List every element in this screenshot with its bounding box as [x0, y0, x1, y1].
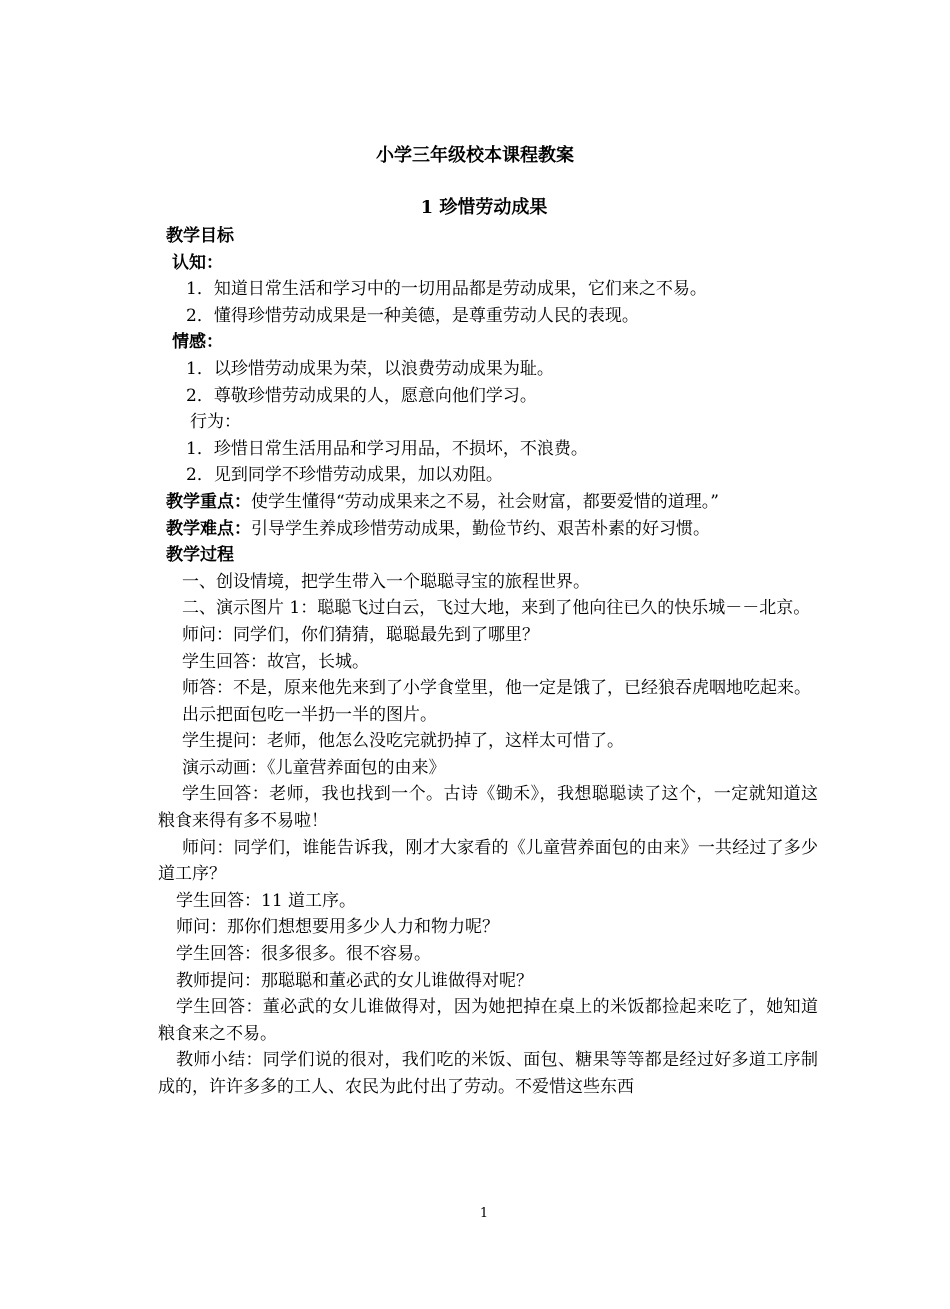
- cognition-item: 2．懂得珍惜劳动成果是一种美德，是尊重劳动人民的表现。: [186, 305, 639, 326]
- process-heading: 教学过程: [166, 545, 234, 566]
- process-paragraph: 师答：不是，原来他先来到了小学食堂里，他一定是饿了，已经狼吞虎咽地吃起来。: [182, 678, 811, 699]
- emotion-item: 1．以珍惜劳动成果为荣，以浪费劳动成果为耻。: [186, 358, 554, 379]
- objectives-heading: 教学目标: [166, 226, 234, 246]
- cognition-label: 认知：: [172, 252, 223, 273]
- behavior-item: 1．珍惜日常生活用品和学习用品，不损坏，不浪费。: [186, 438, 588, 459]
- process-paragraph: 学生回答：很多很多。很不容易。: [176, 944, 431, 965]
- process-paragraph: 二、演示图片 1：聪聪飞过白云，飞过大地，来到了他向往已久的快乐城－－北京。: [182, 598, 811, 619]
- key-point-label: 教学重点：: [166, 491, 251, 512]
- key-point-text: 使学生懂得“劳动成果来之不易，社会财富，都要爱惜的道理。”: [251, 491, 719, 512]
- process-paragraph: 学生回答：故宫，长城。: [182, 651, 369, 672]
- process-paragraph: 一、创设情境，把学生带入一个聪聪寻宝的旅程世界。: [182, 571, 590, 592]
- process-paragraph: 学生提问：老师，他怎么没吃完就扔掉了，这样太可惜了。: [182, 731, 624, 752]
- difficulty-label: 教学难点：: [166, 518, 251, 539]
- emotion-item: 2．尊敬珍惜劳动成果的人，愿意向他们学习。: [186, 385, 537, 406]
- difficulty: [158, 516, 818, 543]
- process-paragraph: 教师提问：那聪聪和董必武的女儿谁做得对呢？: [176, 970, 533, 991]
- difficulty-text: 引导学生养成珍惜劳动成果，勤俭节约、艰苦朴素的好习惯。: [251, 518, 710, 539]
- process-paragraph: 师问：同学们，谁能告诉我，刚才大家看的《儿童营养面包的由来》一共经过了多少道工序？: [158, 837, 818, 885]
- behavior-item: 2．见到同学不珍惜劳动成果，加以劝阻。: [186, 465, 503, 486]
- behavior-label: 行为：: [190, 412, 241, 433]
- document-title: 小学三年级校本课程教案: [376, 145, 574, 166]
- emotion-label: 情感：: [172, 332, 223, 353]
- lesson-title: 1 珍惜劳动成果: [420, 197, 548, 218]
- cognition-item: 1．知道日常生活和学习中的一切用品都是劳动成果，它们来之不易。: [186, 279, 707, 300]
- process-paragraph: 学生回答：11 道工序。: [176, 890, 357, 911]
- process-paragraph: 师问：同学们，你们猜猜，聪聪最先到了哪里？: [182, 624, 539, 645]
- process-paragraph: 师问：那你们想想要用多少人力和物力呢？: [176, 917, 499, 938]
- process-paragraph: 学生回答：老师，我也找到一个。古诗《锄禾》，我想聪聪读了这个，一定就知道这粮食来得有多不易啦！: [158, 784, 818, 832]
- page-number: 1: [479, 1206, 489, 1221]
- process-paragraph: 出示把面包吃一半扔一半的图片。: [182, 704, 437, 725]
- process-paragraph: 教师小结：同学们说的很对，我们吃的米饭、面包、糖果等等都是经过好多道工序制成的，许许多多的工人、农民为此付出了劳动。不爱惜这些东西: [158, 1050, 818, 1097]
- lesson-body: [158, 223, 818, 1101]
- process-paragraph: 演示动画：《儿童营养面包的由来》: [182, 757, 446, 778]
- process-paragraph: 学生回答：董必武的女儿谁做得对，因为她把掉在桌上的米饭都捡起来吃了，她知道粮食来之不易。: [158, 997, 818, 1044]
- key-point: [158, 489, 818, 516]
